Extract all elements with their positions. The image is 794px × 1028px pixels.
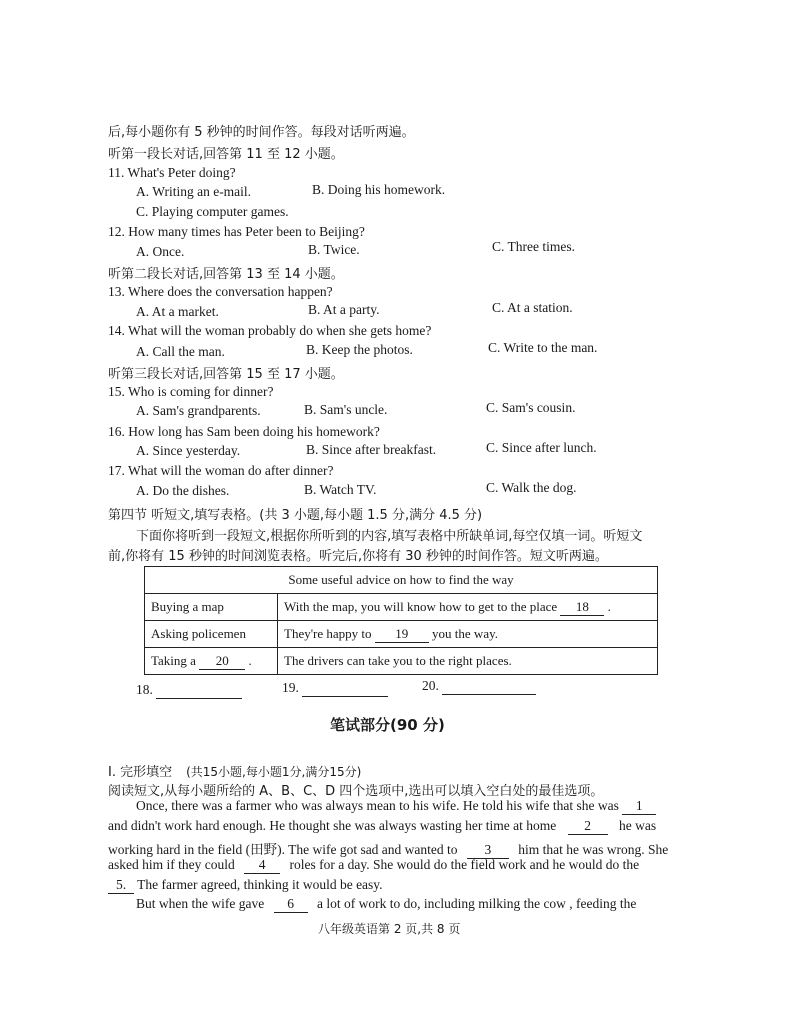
question-11: 11. What's Peter doing? [108, 165, 236, 180]
cloze-line-3: working hard in the field (田野). The wife got sad and wanted to 3 him that he was wrong. She [108, 842, 669, 857]
advice-table [144, 566, 658, 675]
option-14b: B. Keep the photos. [306, 342, 413, 357]
question-13: 13. Where does the conversation happen? [108, 284, 333, 299]
option-15b: B. Sam's uncle. [304, 402, 388, 417]
table-cell: Asking policemen [145, 621, 278, 648]
answer-line-18: 18. [136, 682, 242, 699]
cloze-line-4: asked him if they could 4 roles for a day. She would do the field work and he would do the [108, 857, 640, 872]
intro-line: 后,每小题你有 5 秒钟的时间作答。每段对话听两遍。 [108, 125, 415, 140]
question-14: 14. What will the woman probably do when she gets home? [108, 323, 432, 338]
question-17: 17. What will the woman do after dinner? [108, 463, 334, 478]
cloze-line-5: 5. The farmer agreed, thinking it would be easy. [108, 877, 383, 894]
section1-instruction: 听第一段长对话,回答第 11 至 12 小题。 [108, 147, 344, 162]
blank-19: 19 [375, 626, 429, 643]
cloze-line-6: But when the wife gave 6 a lot of work to do, including milking the cow , feeding the [136, 896, 637, 911]
table-row [145, 621, 658, 648]
page-footer: 八年级英语第 2 页,共 8 页 [318, 922, 461, 936]
option-13c: C. At a station. [492, 300, 573, 315]
table-cell: With the map, you will know how to get to the place 18 . [278, 594, 658, 621]
option-11a: A. Writing an e-mail. [136, 184, 252, 199]
part4-instruction-1: 下面你将听到一段短文,根据你所听到的内容,填写表格中所缺单词,每空仅填一词。听短文 [136, 529, 643, 544]
option-14c: C. Write to the man. [488, 340, 598, 355]
cloze-line-1: Once, there was a farmer who was always mean to his wife. He told his wife that she was 1 [136, 798, 656, 815]
option-11c: C. Playing computer games. [136, 204, 289, 219]
cloze-instruction: 阅读短文,从每小题所给的 A、B、C、D 四个选项中,选出可以填入空白处的最佳选项。 [108, 784, 604, 799]
option-16b: B. Since after breakfast. [306, 442, 437, 457]
option-17b: B. Watch TV. [304, 482, 377, 497]
option-12b: B. Twice. [308, 242, 360, 257]
option-11b: B. Doing his homework. [312, 182, 446, 197]
section3-instruction: 听第三段长对话,回答第 15 至 17 小题。 [108, 367, 344, 382]
blank-20: 20 [199, 653, 245, 670]
question-15: 15. Who is coming for dinner? [108, 384, 274, 399]
question-16: 16. How long has Sam been doing his homework? [108, 424, 380, 439]
option-17c: C. Walk the dog. [486, 480, 577, 495]
option-17a: A. Do the dishes. [136, 483, 230, 498]
table-cell: Taking a 20 . [145, 648, 278, 675]
option-14a: A. Call the man. [136, 344, 225, 359]
option-15a: A. Sam's grandparents. [136, 403, 261, 418]
written-section-heading: 笔试部分(90 分) [330, 716, 445, 734]
option-12a: A. Once. [136, 244, 185, 259]
table-row [145, 594, 658, 621]
cloze-line-2: and didn't work hard enough. He thought she was always wasting her time at home 2 he was [108, 818, 657, 833]
table-cell: Buying a map [145, 594, 278, 621]
answer-line-20: 20. [422, 678, 536, 695]
option-12c: C. Three times. [492, 239, 575, 254]
blank-18: 18 [560, 599, 604, 616]
part4-title: 第四节 听短文,填写表格。(共 3 小题,每小题 1.5 分,满分 4.5 分) [108, 508, 483, 523]
table-header: Some useful advice on how to find the way [145, 567, 658, 594]
table-cell: The drivers can take you to the right places. [278, 648, 658, 675]
answer-line-19: 19. [282, 680, 388, 697]
option-16a: A. Since yesterday. [136, 443, 241, 458]
option-16c: C. Since after lunch. [486, 440, 597, 455]
option-13b: B. At a party. [308, 302, 380, 317]
table-cell: They're happy to 19 you the way. [278, 621, 658, 648]
option-15c: C. Sam's cousin. [486, 400, 576, 415]
cloze-title: I. 完形填空 (共15小题,每小题1分,满分15分) [108, 765, 362, 780]
part4-instruction-2: 前,你将有 15 秒钟的时间浏览表格。听完后,你将有 30 秒钟的时间作答。短文听两遍。 [108, 549, 608, 564]
section2-instruction: 听第二段长对话,回答第 13 至 14 小题。 [108, 267, 344, 282]
table-row [145, 648, 658, 675]
option-13a: A. At a market. [136, 304, 219, 319]
question-12: 12. How many times has Peter been to Beijing? [108, 224, 365, 239]
